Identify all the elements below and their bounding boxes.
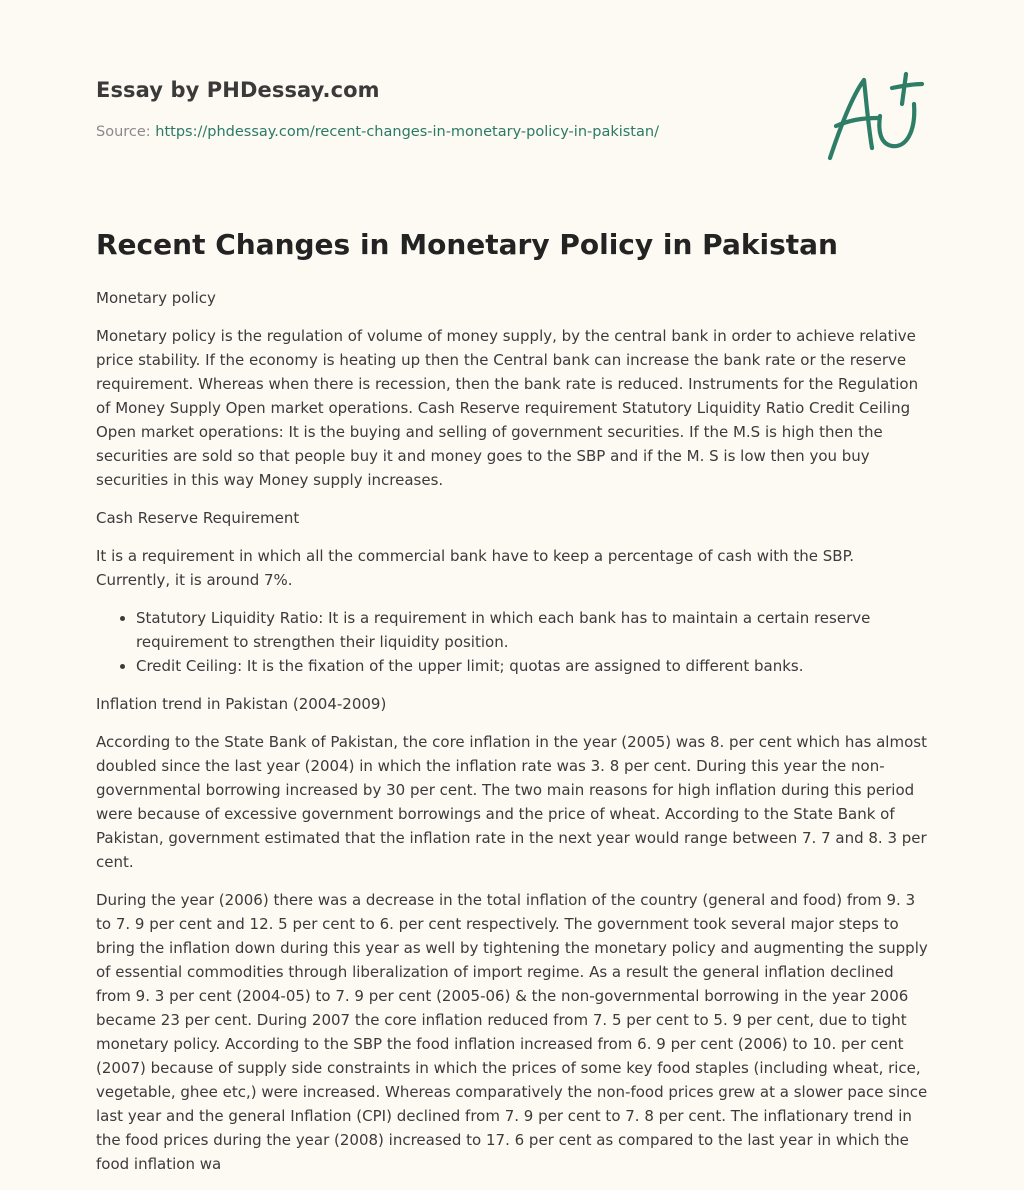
section-heading-inflation-trend: Inflation trend in Pakistan (2004-2009) (96, 695, 387, 713)
source-link[interactable]: https://phdessay.com/recent-changes-in-monetary-policy-in-pakistan/ (155, 124, 659, 140)
essay-title: Recent Changes in Monetary Policy in Pakistan (96, 228, 838, 261)
paragraph-inflation-2005: According to the State Bank of Pakistan, the core inflation in the year (2005) was 8. per cent which has almost doubled since the last year (2004) in which the inflation rate was 3. 8 per cent. During this year the non-governmental borrowing increased by 30 per cent. The two main reasons for high inflation during this period were because of excessive government borrowings and the price of wheat. According to the State Bank of Pakistan, government estimated that the inflation rate in the next year would range between 7. 7 and 8. 3 per cent. (96, 733, 927, 871)
section-heading-monetary-policy: Monetary policy (96, 289, 216, 307)
source-line (96, 124, 659, 140)
section-heading-cash-reserve: Cash Reserve Requirement (96, 509, 300, 527)
source-label: Source: (96, 124, 156, 140)
list-item-liquidity-ratio: • Statutory Liquidity Ratio: It is a requirement in which each bank has to maintain a certain reserve requirement to strengthen their liquidity position. (136, 606, 930, 654)
instrument-list (96, 606, 930, 678)
a-plus-logo-icon (822, 68, 926, 164)
paragraph-monetary-policy: Monetary policy is the regulation of volume of money supply, by the central bank in order to achieve relative price stability. If the economy is heating up then the Central bank can increase the bank rate or the reserve requirement. Whereas when there is recession, then the bank rate is reduced. Instruments for the Regulation of Money Supply Open market operations. Cash Reserve requirement Statutory Liquidity Ratio Credit Ceiling Open market operations: It is the buying and selling of government securities. If the M.S is high then the securities are sold so that people buy it and money goes to the SBP and if the M. S is low then you buy securities in this way Money supply increases. (96, 327, 919, 489)
paragraph-inflation-2006-2008: During the year (2006) there was a decrease in the total inflation of the country (general and food) from 9. 3 to 7. 9 per cent and 12. 5 per cent to 6. per cent respectively. The government took several major steps to bring the inflation down during this year as well by tightening the monetary policy and augmenting the supply of essential commodities through liberalization of import regime. As a result the general inflation declined from 9. 3 per cent (2004-05) to 7. 9 per cent (2005-06) & the non-governmental borrowing in the year 2006 became 23 per cent. During 2007 the core inflation reduced from 7. 5 per cent to 5. 9 per cent, due to tight monetary policy. According to the SBP the food inflation increased from 6. 9 per cent (2006) to 10. per cent (2007) because of supply side constraints in which the prices of some key food staples (including wheat, rice, vegetable, ghee etc,) were increased. Whereas comparatively the non-food prices grew at a slower pace since last year and the general Inflation (CPI) declined from 7. 9 per cent to 7. 8 per cent. The inflationary trend in the food prices during the year (2008) increased to 17. 6 per cent as compared to the last year in which the food inflation wa (96, 891, 928, 1173)
essay-body (96, 286, 930, 1190)
paragraph-cash-reserve: It is a requirement in which all the commercial bank have to keep a percentage of cash with the SBP. Currently, it is around 7%. (96, 547, 855, 589)
list-item-credit-ceiling: • Credit Ceiling: It is the fixation of the upper limit; quotas are assigned to different banks. (136, 654, 930, 678)
site-brand: Essay by PHDessay.com (96, 78, 380, 102)
